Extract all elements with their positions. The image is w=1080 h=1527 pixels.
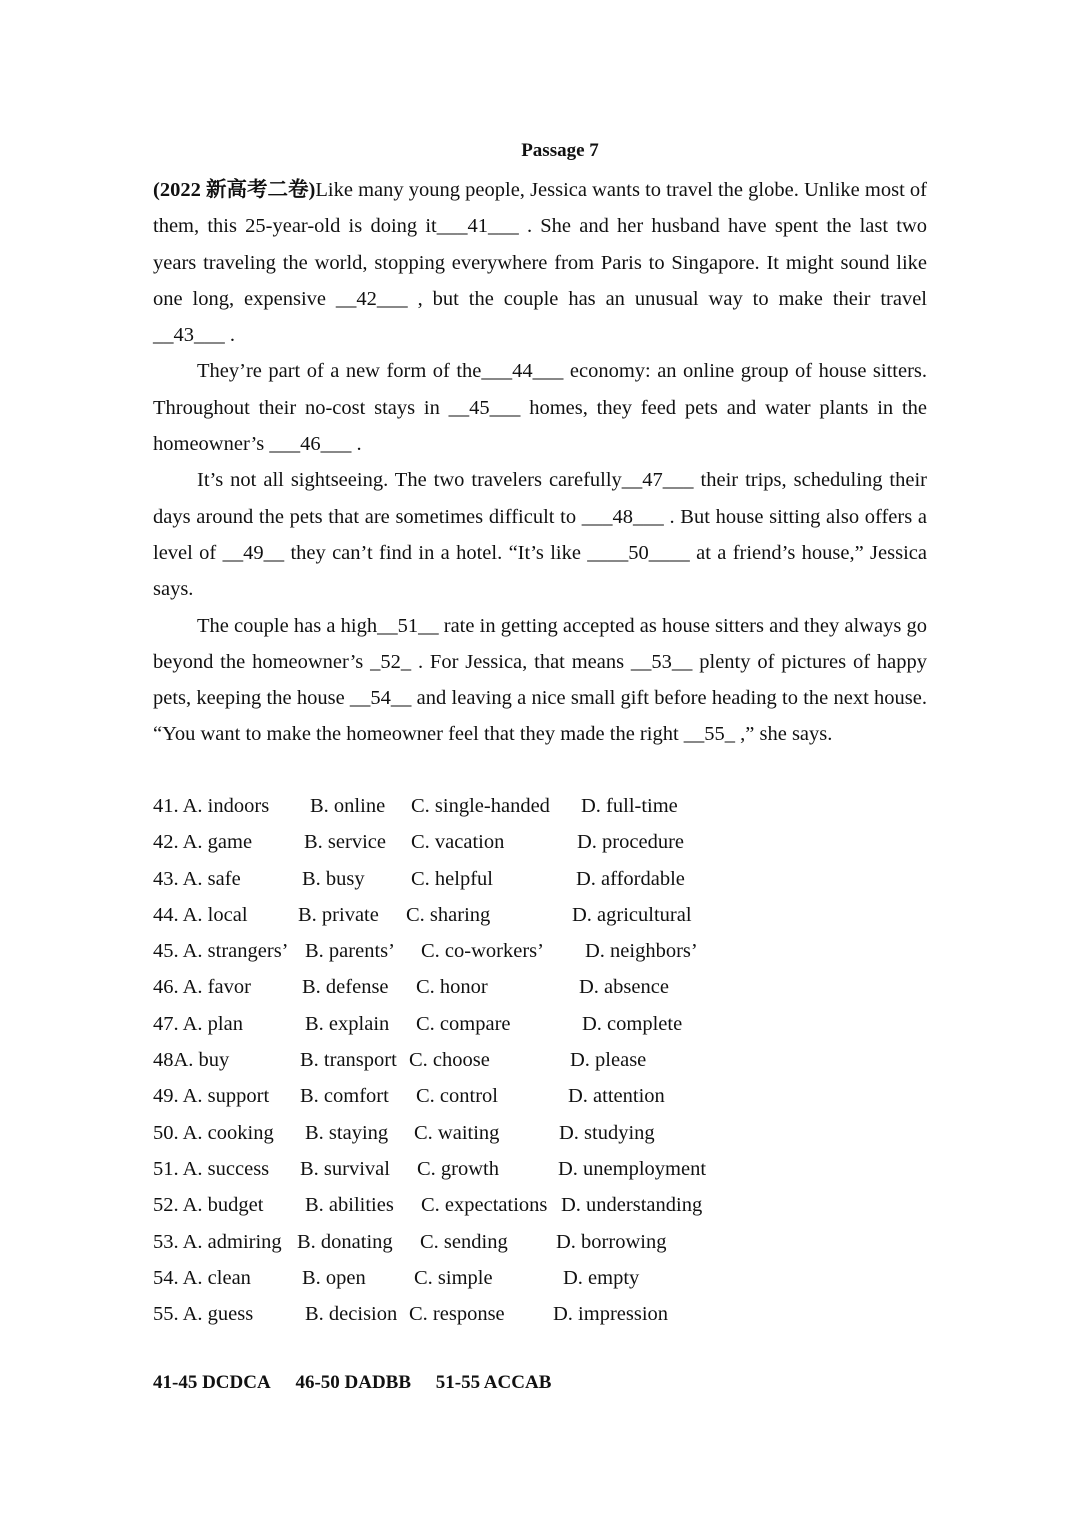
- option-a: 47. A. plan: [153, 1012, 243, 1035]
- option-row: [153, 933, 927, 969]
- option-row: [153, 1187, 927, 1223]
- option-a: 44. A. local: [153, 903, 248, 926]
- option-a: 54. A. clean: [153, 1266, 251, 1289]
- option-d: D. procedure: [577, 831, 685, 854]
- option-d: D. please: [570, 1049, 647, 1072]
- option-c: C. response: [409, 1303, 505, 1326]
- option-d: D. attention: [568, 1085, 665, 1108]
- option-row: [153, 1224, 927, 1260]
- option-d: D. affordable: [576, 867, 685, 890]
- option-c: C. vacation: [411, 831, 505, 854]
- option-b: B. staying: [305, 1121, 389, 1144]
- option-c: C. helpful: [411, 867, 493, 890]
- option-row: [153, 1042, 927, 1078]
- option-d: D. full-time: [581, 795, 678, 817]
- option-b: B. service: [304, 831, 386, 854]
- option-a: 55. A. guess: [153, 1303, 254, 1326]
- option-b: B. online: [310, 795, 386, 817]
- option-c: C. waiting: [414, 1121, 500, 1144]
- option-d: D. absence: [579, 976, 669, 999]
- option-c: C. control: [416, 1085, 498, 1108]
- option-b: B. busy: [302, 867, 365, 890]
- option-row: [153, 897, 927, 933]
- option-b: B. private: [298, 903, 379, 926]
- option-b: B. defense: [302, 976, 389, 999]
- option-b: B. parents’: [305, 940, 395, 963]
- option-row: [153, 1260, 927, 1296]
- option-c: C. compare: [416, 1012, 511, 1035]
- option-a: 51. A. success: [153, 1157, 270, 1180]
- option-row: [153, 788, 927, 824]
- option-c: C. simple: [414, 1266, 493, 1289]
- option-b: B. open: [302, 1266, 366, 1289]
- option-d: D. borrowing: [556, 1230, 667, 1253]
- option-b: B. donating: [297, 1230, 393, 1253]
- option-row: [153, 1151, 927, 1187]
- option-a: 49. A. support: [153, 1085, 270, 1108]
- option-b: B. decision: [305, 1303, 398, 1326]
- option-row: [153, 969, 927, 1005]
- passage-body: [153, 172, 927, 753]
- paragraph-3: It’s not all sightseeing. The two travelers carefully__47___ their trips, scheduling their days around the pets that are sometimes difficult to ___48___ . But house sitting also offers a level of __49__ they can’t find in a hotel. “It’s like ____50____ at a friend’s house,” Jessica says.: [153, 469, 927, 601]
- paragraph-4: The couple has a high__51__ rate in getting accepted as house sitters and they always go beyond the homeowner’s _52_ . For Jessica, that means __53__ plenty of pictures of happy pets, keeping the house __54__ and leaving a nice small gift before heading to the next house. “You want to make the homeowner feel that they made the right __55_ ,” she says.: [153, 614, 927, 746]
- option-b: B. abilities: [305, 1194, 394, 1217]
- option-a: 46. A. favor: [153, 976, 251, 999]
- paragraph-1: [153, 172, 927, 353]
- option-c: C. honor: [416, 976, 488, 999]
- option-b: B. comfort: [300, 1085, 389, 1108]
- answer-group: 51-55 ACCAB: [435, 1372, 552, 1393]
- option-a: 52. A. budget: [153, 1194, 264, 1217]
- option-a: 50. A. cooking: [153, 1121, 274, 1144]
- option-b: B. explain: [305, 1012, 390, 1035]
- option-row: [153, 824, 927, 860]
- option-c: C. expectations: [421, 1194, 548, 1217]
- option-d: D. neighbors’: [585, 940, 698, 963]
- option-row: [153, 1115, 927, 1151]
- option-d: D. unemployment: [558, 1157, 707, 1180]
- option-a: 42. A. game: [153, 831, 253, 854]
- option-a: 43. A. safe: [153, 867, 241, 890]
- option-d: D. empty: [563, 1266, 640, 1289]
- option-c: C. choose: [409, 1049, 490, 1072]
- option-d: D. complete: [582, 1012, 683, 1035]
- option-b: B. transport: [300, 1049, 397, 1072]
- option-row: [153, 1078, 927, 1114]
- paragraph-text: Like many young people, Jessica wants to travel the globe. Unlike most of them, this 25-year-old is doing it___41___ . She and her husband have spent the last two years traveling the world, stopping everywhere from Paris to Singapore. It might sound like one long, expensive __42___ , but the couple has an unusual way to make their travel __43___ .: [153, 179, 927, 347]
- option-b: B. survival: [300, 1157, 390, 1180]
- option-d: D. understanding: [561, 1194, 703, 1217]
- answer-group: 41-45 DCDCA: [153, 1372, 271, 1393]
- option-d: D. studying: [559, 1121, 655, 1144]
- option-c: C. growth: [417, 1157, 499, 1180]
- option-c: C. sharing: [406, 903, 491, 926]
- options-list: [153, 788, 927, 1332]
- option-a: 48A. buy: [153, 1049, 230, 1072]
- option-c: C. co-workers’: [421, 940, 544, 963]
- option-a: 53. A. admiring: [153, 1230, 282, 1253]
- option-c: C. sending: [420, 1230, 508, 1253]
- option-d: D. impression: [553, 1303, 669, 1326]
- source-tag: (2022 新高考二卷): [153, 179, 316, 201]
- option-d: D. agricultural: [572, 903, 692, 926]
- option-c: C. single-handed: [411, 795, 550, 817]
- option-row: [153, 861, 927, 897]
- paragraph-2: They’re part of a new form of the___44___ economy: an online group of house sitters. Throughout their no-cost stays in __45___ homes, they feed pets and water plants in the homeowner’s ___46___ .: [153, 360, 927, 456]
- option-row: [153, 1006, 927, 1042]
- option-row: [153, 1296, 927, 1332]
- option-a: 45. A. strangers’: [153, 940, 289, 963]
- option-a: 41. A. indoors: [153, 795, 270, 817]
- passage-title: Passage 7: [521, 140, 599, 161]
- answer-key: [153, 1372, 571, 1394]
- answer-group: 46-50 DADBB: [295, 1372, 412, 1393]
